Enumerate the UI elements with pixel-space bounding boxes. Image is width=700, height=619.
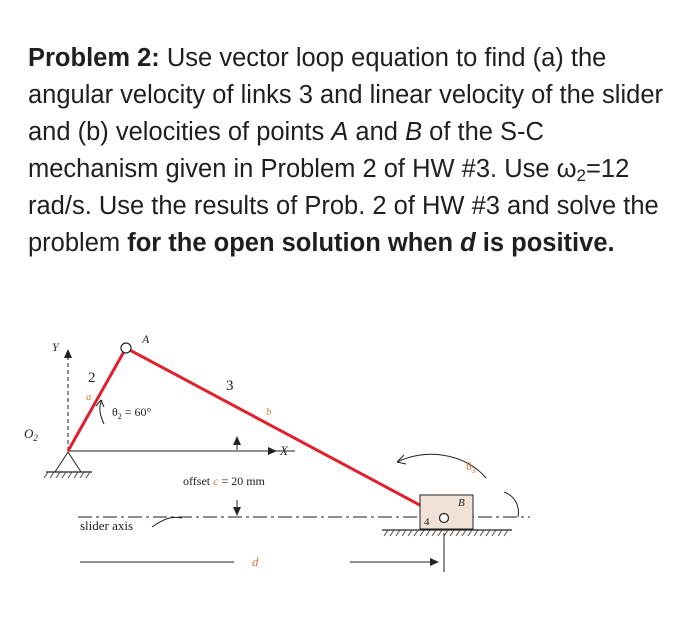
link-2: [68, 348, 126, 451]
problem-statement: [28, 40, 678, 262]
length-a-label: a: [86, 391, 92, 403]
link-4-number: 4: [424, 516, 430, 528]
problem-text-2: and: [348, 118, 406, 146]
problem-bold-1: for the open solution when: [127, 229, 461, 257]
offset-label: offset c = 20 mm: [183, 474, 265, 488]
pin-b: [440, 514, 449, 523]
ground-pivot: [44, 452, 92, 478]
theta3-reference-arc: [504, 492, 518, 517]
problem-text-4: =12 rad/s. Use the results of Prob. 2 of HW #3 and solve the problem: [28, 155, 659, 257]
link-3: [126, 348, 444, 518]
y-axis-label: Y: [52, 340, 59, 354]
length-b-label: b: [266, 406, 272, 418]
point-a-ref: A: [331, 118, 349, 146]
theta2-arc: [100, 400, 104, 424]
pin-a: [121, 343, 131, 353]
problem-bold-d: d: [460, 229, 476, 257]
slider-axis-label: slider axis: [80, 518, 134, 533]
o2-label: $O_2$: [24, 426, 38, 443]
mechanism-figure: [0, 320, 700, 619]
x-axis-label: X: [280, 443, 288, 458]
problem-text-3: of the S-C mechanism given in Problem 2 of HW #3. Use ω: [28, 118, 577, 183]
point-a-label: A: [142, 332, 150, 346]
point-b-label: B: [458, 497, 465, 509]
slider-axis-leader: [152, 517, 182, 527]
problem-label: Problem 2:: [28, 44, 160, 72]
link-2-number: 2: [88, 370, 96, 386]
theta3-label: $\theta_3$: [466, 459, 476, 475]
omega-subscript: 2: [576, 166, 587, 185]
point-b-ref: B: [405, 118, 423, 146]
problem-text-1: Use vector loop equation to find (a) the angular velocity of links 3 and linear velocity of the slider and (b) velocities of points: [28, 44, 663, 146]
slider-ground: [382, 530, 512, 536]
link-3-number: 3: [226, 378, 234, 394]
problem-bold-2: is positive.: [475, 229, 615, 257]
d-label: d: [252, 554, 259, 569]
theta2-label: $\theta_2 = 60^\circ$: [112, 405, 152, 421]
